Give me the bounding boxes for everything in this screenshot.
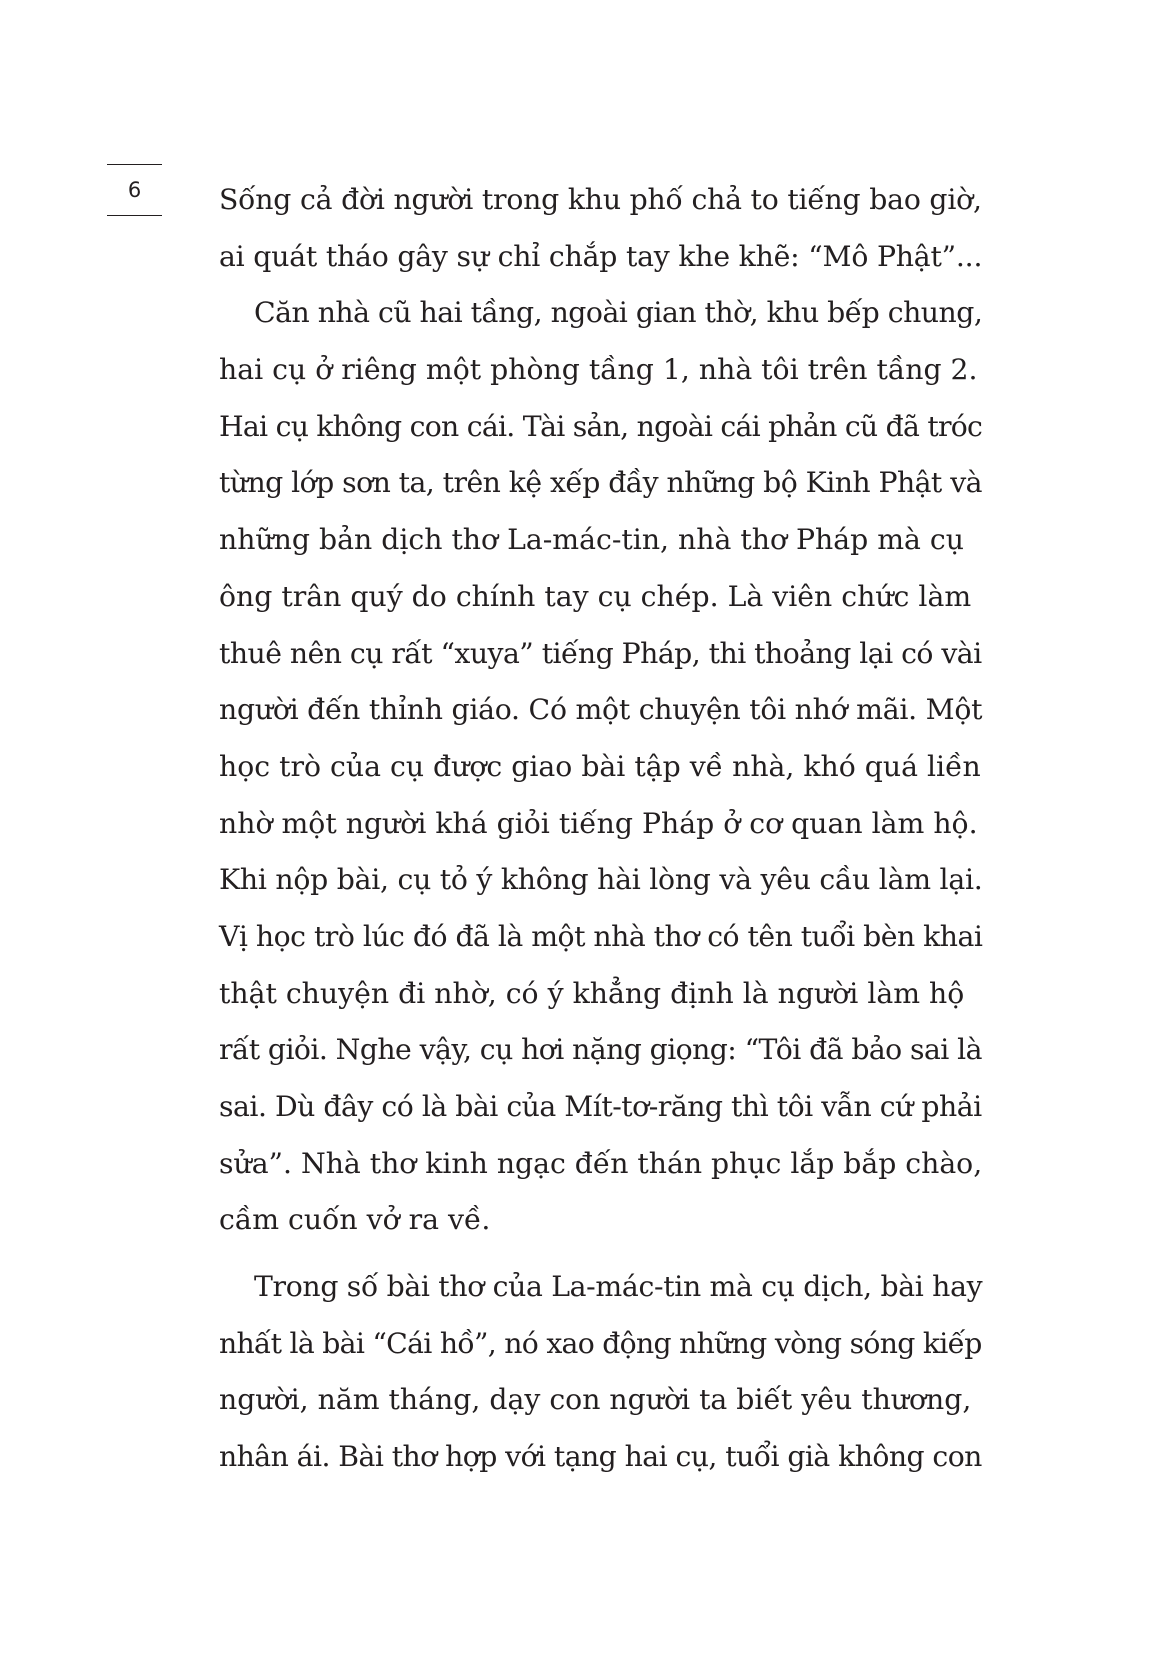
text-line: Vị học trò lúc đó đã là một nhà thơ có tên tuổi bèn khai [219, 919, 983, 953]
text-line: Trong số bài thơ của La-mác-tin mà cụ dịch, bài hay [254, 1270, 983, 1304]
text-line: thuê nên cụ rất “xuya” tiếng Pháp, thi thoảng lại có vài [219, 636, 982, 670]
page-number-block [107, 164, 162, 216]
text-line: sửa”. Nhà thơ kinh ngạc đến thán phục lắp bắp chào, [219, 1146, 983, 1180]
text-line: nhờ một người khá giỏi tiếng Pháp ở cơ quan làm hộ. [219, 806, 978, 840]
page-number-bottom-rule [107, 215, 162, 216]
text-line: từng lớp sơn ta, trên kệ xếp đầy những bộ Kinh Phật và [219, 466, 982, 500]
text-line: nhất là bài “Cái hồ”, nó xao động những vòng sóng kiếp [219, 1326, 982, 1360]
text-line: Sống cả đời người trong khu phố chả to tiếng bao giờ, [219, 183, 982, 216]
text-line: người, năm tháng, dạy con người ta biết yêu thương, [219, 1383, 972, 1417]
paragraph [219, 1259, 982, 1486]
text-line: sai. Dù đây có là bài của Mít-tơ-răng thì tôi vẫn cứ phải [219, 1090, 982, 1123]
text-line: nhân ái. Bài thơ hợp với tạng hai cụ, tuổi già không con [219, 1440, 982, 1474]
paragraph [219, 172, 982, 285]
text-line: những bản dịch thơ La-mác-tin, nhà thơ Pháp mà cụ [219, 523, 964, 557]
text-line: ai quát tháo gây sự chỉ chắp tay khe khẽ: “Mô Phật”... [219, 239, 983, 273]
text-line: ông trân quý do chính tay cụ chép. Là viên chức làm [219, 579, 972, 613]
text-line: Hai cụ không con cái. Tài sản, ngoài cái phản cũ đã tróc [219, 409, 983, 443]
text-line: học trò của cụ được giao bài tập về nhà, khó quá liền [219, 749, 981, 783]
text-line: hai cụ ở riêng một phòng tầng 1, nhà tôi trên tầng 2. [219, 353, 978, 387]
text-line: cầm cuốn vở ra về. [219, 1203, 491, 1237]
paragraph [219, 285, 982, 1249]
text-line: Căn nhà cũ hai tầng, ngoài gian thờ, khu bếp chung, [254, 296, 983, 330]
text-line: rất giỏi. Nghe vậy, cụ hơi nặng giọng: “Tôi đã bảo sai là [219, 1033, 982, 1067]
body-text [219, 172, 982, 1486]
text-line: thật chuyện đi nhờ, có ý khẳng định là người làm hộ [219, 976, 965, 1010]
page-number: 6 [127, 178, 142, 202]
text-line: người đến thỉnh giáo. Có một chuyện tôi nhớ mãi. Một [219, 693, 983, 727]
text-line: Khi nộp bài, cụ tỏ ý không hài lòng và yêu cầu làm lại. [219, 863, 983, 897]
